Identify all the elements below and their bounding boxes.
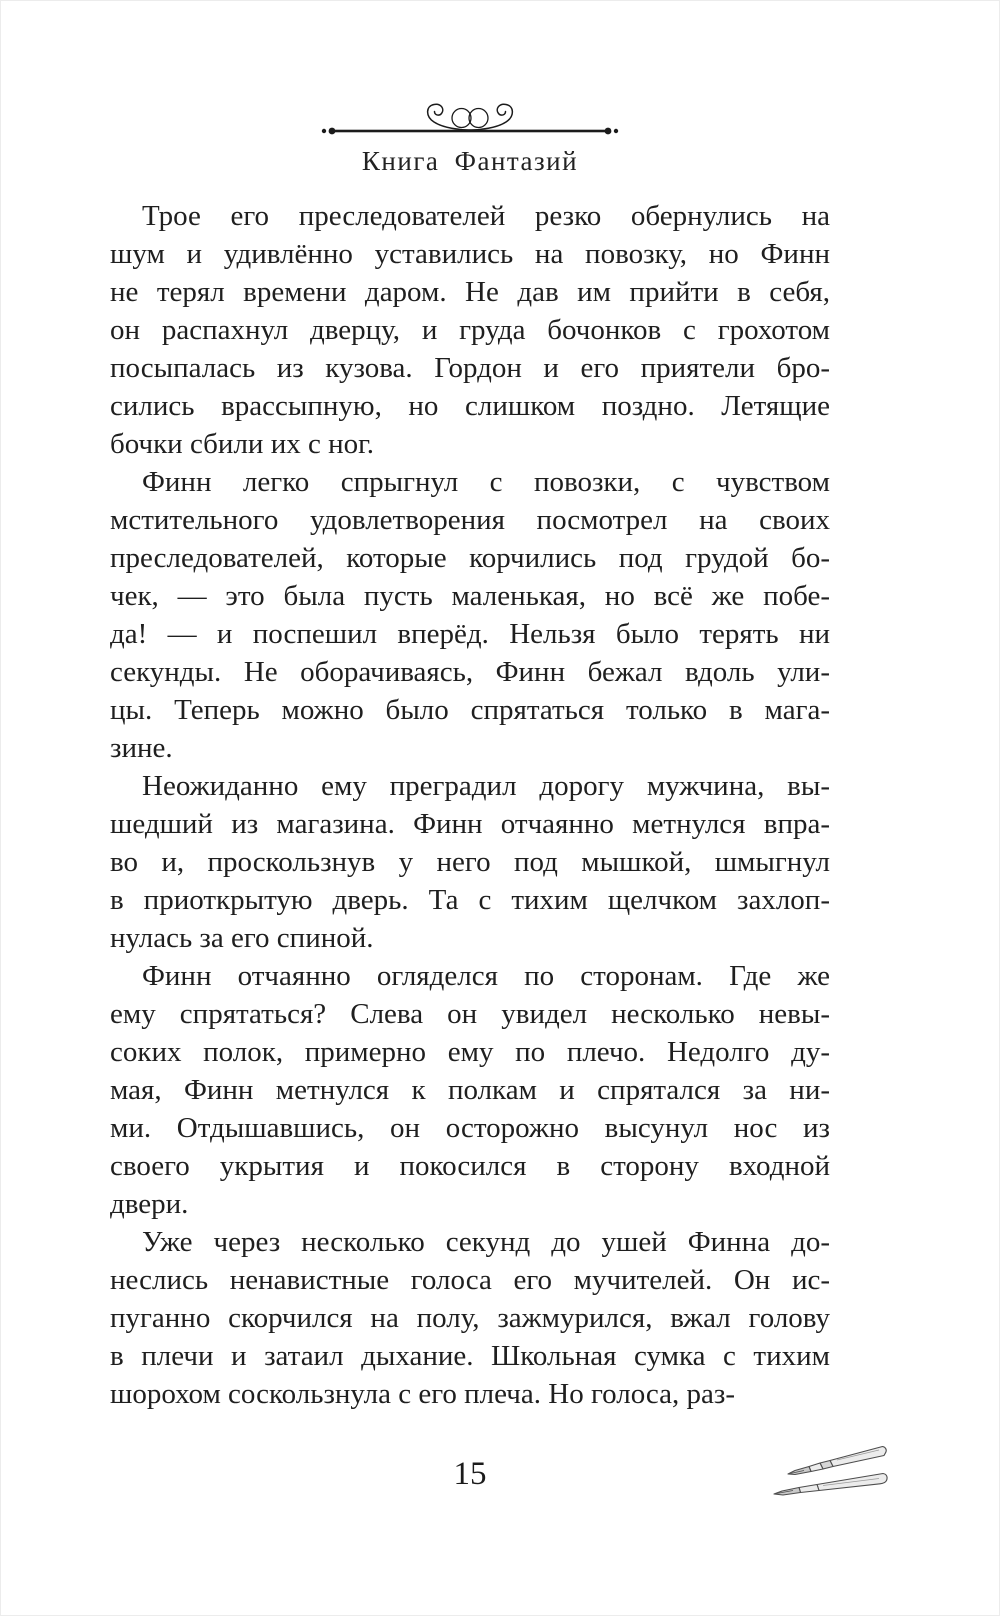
paragraph — [110, 767, 830, 957]
text-line: чек, — это была пусть маленькая, но всё же побе- — [110, 580, 830, 612]
text-line: ми. Отдышавшись, он осторожно высунул нос из — [110, 1112, 830, 1144]
text-line: сились врассыпную, но слишком поздно. Летящие — [110, 390, 830, 422]
page-title: Книга Фантазий — [361, 146, 579, 176]
paragraph — [110, 463, 830, 767]
text-line: шедший из магазина. Финн отчаянно метнулся впра- — [110, 808, 830, 840]
page-number: 15 — [453, 1456, 487, 1492]
text-line: да! — и поспешил вперёд. Нельзя было терять ни — [110, 618, 830, 650]
text-line: мстительного удовлетворения посмотрел на своих — [110, 504, 830, 536]
text-line: Уже через несколько секунд до ушей Финна до- — [142, 1226, 830, 1258]
text-line: не терял времени даром. Не дав им прийти в себя, — [110, 276, 830, 308]
dip-pens-icon — [757, 1442, 892, 1500]
text-line: посыпалась из кузова. Гордон и его приятели бро- — [110, 352, 830, 384]
text-line: шорохом соскользнула с его плеча. Но голоса, раз- — [110, 1378, 736, 1410]
text-line: мая, Финн метнулся к полкам и спрятался за ни- — [110, 1074, 830, 1106]
text-line: пуганно скорчился на полу, зажмурился, вжал голову — [110, 1302, 830, 1334]
text-line: ему спрятаться? Слева он увидел несколько невы- — [110, 998, 830, 1030]
text-line: Неожиданно ему преградил дорогу мужчина, вы- — [142, 770, 830, 802]
text-line: цы. Теперь можно было спрятаться только в мага- — [110, 694, 830, 726]
text-line: соких полок, примерно ему по плечо. Недолго ду- — [110, 1036, 830, 1068]
paragraph — [110, 957, 830, 1223]
text-line: двери. — [110, 1188, 189, 1220]
flourish-divider-icon — [320, 98, 620, 138]
text-line: нулась за его спиной. — [110, 922, 374, 954]
text-line: в плечи и затаил дыхание. Школьная сумка с тихим — [110, 1340, 830, 1372]
text-line: во и, проскользнув у него под мышкой, шмыгнул — [110, 846, 830, 878]
text-line: в приоткрытую дверь. Та с тихим щелчком захлоп- — [110, 884, 830, 916]
text-line: Финн легко спрыгнул с повозки, с чувством — [142, 466, 830, 498]
text-line: Финн отчаянно огляделся по сторонам. Где же — [142, 960, 830, 992]
text-line: секунды. Не оборачиваясь, Финн бежал вдоль ули- — [110, 656, 830, 688]
text-line: шум и удивлённо уставились на повозку, но Финн — [110, 238, 830, 270]
text-line: преследователей, которые корчились под грудой бо- — [110, 542, 830, 574]
text-line: он распахнул дверцу, и груда бочонков с грохотом — [110, 314, 830, 346]
text-line: Трое его преследователей резко обернулись на — [142, 200, 830, 232]
text-line: зине. — [110, 732, 173, 764]
text-line: неслись ненавистные голоса его мучителей. Он ис- — [110, 1264, 830, 1296]
paragraph — [110, 1223, 830, 1413]
text-line: своего укрытия и покосился в сторону входной — [110, 1150, 830, 1182]
paragraph — [110, 197, 830, 463]
text-line: бочки сбили их с ног. — [110, 428, 374, 460]
text-block — [110, 197, 830, 1413]
